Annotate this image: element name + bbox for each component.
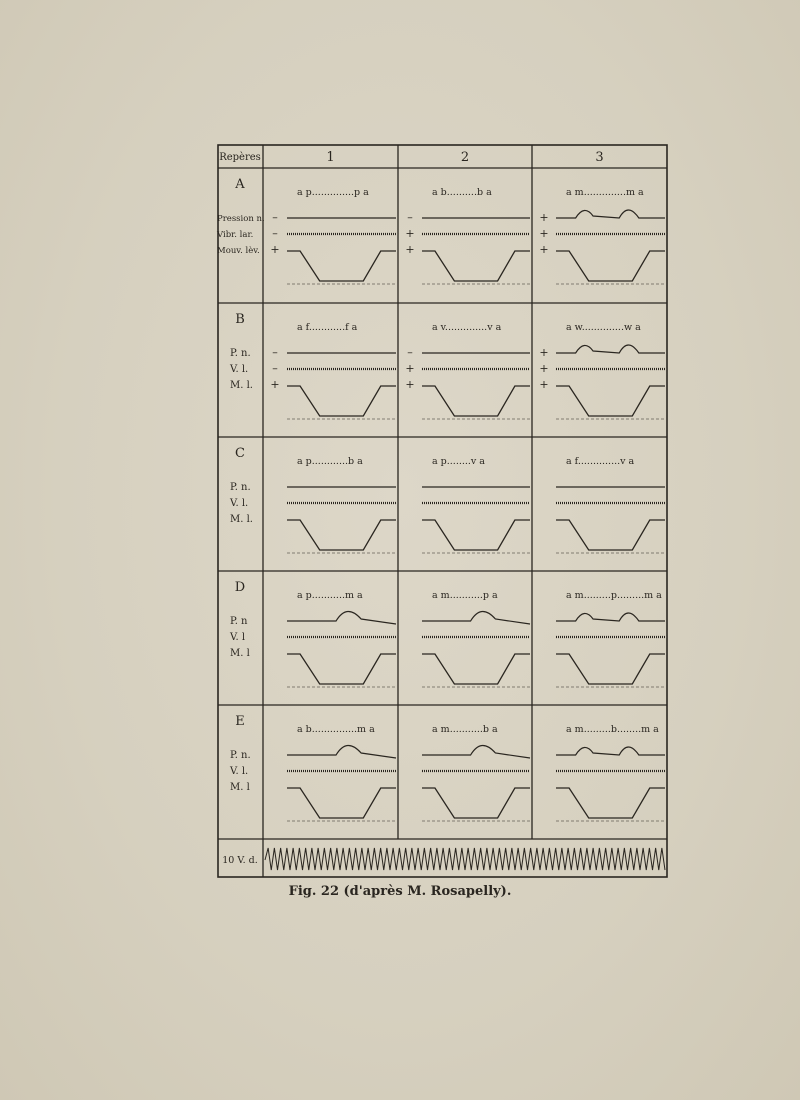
cell-caption: a p............b a <box>297 456 363 467</box>
column-header-1: 1 <box>326 150 335 165</box>
pressure-trace <box>556 210 665 218</box>
row-letter-C: C <box>235 446 245 461</box>
row-label: V. l. <box>230 364 249 375</box>
row-label: V. l. <box>230 498 249 509</box>
cell-caption: a p...........m a <box>297 590 363 601</box>
lip-movement-trace <box>556 251 665 281</box>
cell-caption: a m...........b a <box>432 724 498 735</box>
sign-mark: + <box>539 346 549 359</box>
row-letter-E: E <box>235 714 245 729</box>
sign-mark: – <box>272 362 278 375</box>
row-label: M. l <box>230 782 250 793</box>
sign-mark: + <box>405 243 415 256</box>
row-label: V. l <box>230 632 246 643</box>
sign-mark: + <box>405 378 415 391</box>
lip-movement-trace <box>556 386 665 416</box>
row-letter-B: B <box>235 312 245 327</box>
sign-mark: – <box>407 346 413 359</box>
lip-movement-trace <box>287 386 396 416</box>
sign-mark: – <box>407 211 413 224</box>
figure-caption: Fig. 22 (d'après M. Rosapelly). <box>288 884 512 899</box>
cell-caption: a m...........p a <box>432 590 498 601</box>
sign-mark: + <box>539 362 549 375</box>
cell-caption: a f............f a <box>297 322 358 333</box>
row-label: P. n <box>230 616 248 627</box>
row-label: P. n. <box>230 348 251 359</box>
pressure-trace <box>556 345 665 353</box>
table-border <box>218 145 667 877</box>
pressure-trace <box>556 747 665 755</box>
sign-mark: + <box>539 378 549 391</box>
cell-caption: a v..............v a <box>432 322 502 333</box>
sign-mark: – <box>272 211 278 224</box>
pressure-trace <box>556 613 665 621</box>
cell-caption: a b..........b a <box>432 187 492 198</box>
lip-movement-trace <box>556 520 665 550</box>
sign-mark: – <box>272 227 278 240</box>
row-label: M. l <box>230 648 250 659</box>
footer-label: 10 V. d. <box>222 855 258 866</box>
sign-mark: + <box>539 211 549 224</box>
sign-mark: – <box>272 346 278 359</box>
lip-movement-trace <box>556 654 665 684</box>
row-label: Pression n. <box>217 214 265 224</box>
cell-caption: a m..............m a <box>566 187 644 198</box>
cell-caption: a m.........b........m a <box>566 724 659 735</box>
column-header-3: 3 <box>595 150 604 165</box>
lip-movement-trace <box>556 788 665 818</box>
pressure-trace <box>287 745 396 758</box>
row-letter-A: A <box>235 177 245 192</box>
lip-movement-trace <box>287 251 396 281</box>
lip-movement-trace <box>287 788 396 818</box>
cell-caption: a w..............w a <box>566 322 641 333</box>
row-label: V. l. <box>230 766 249 777</box>
cell-caption: a f..............v a <box>566 456 635 467</box>
row-letter-D: D <box>234 580 246 595</box>
cell-caption: a m.........p.........m a <box>566 590 662 601</box>
pressure-trace <box>287 611 396 624</box>
cell-caption: a p..............p a <box>297 187 369 198</box>
header-reperes: Repères <box>219 152 261 163</box>
row-label: M. l. <box>230 514 253 525</box>
pressure-trace <box>422 611 530 624</box>
sign-mark: + <box>270 378 280 391</box>
column-header-2: 2 <box>460 150 470 165</box>
timing-wave <box>265 848 665 870</box>
sign-mark: + <box>539 227 549 240</box>
row-label: Mouv. lèv. <box>217 246 260 256</box>
sign-mark: + <box>270 243 280 256</box>
row-label: Vibr. lar. <box>217 230 254 240</box>
lip-movement-trace <box>422 654 530 684</box>
sign-mark: + <box>539 243 549 256</box>
cell-caption: a b...............m a <box>297 724 375 735</box>
row-label: P. n. <box>230 750 251 761</box>
lip-movement-trace <box>422 386 530 416</box>
lip-movement-trace <box>422 520 530 550</box>
cell-caption: a p........v a <box>432 456 485 467</box>
row-label: P. n. <box>230 482 251 493</box>
lip-movement-trace <box>287 520 396 550</box>
pressure-trace <box>422 745 530 758</box>
lip-movement-trace <box>422 788 530 818</box>
sign-mark: + <box>405 227 415 240</box>
row-label: M. l. <box>230 380 253 391</box>
lip-movement-trace <box>287 654 396 684</box>
lip-movement-trace <box>422 251 530 281</box>
sign-mark: + <box>405 362 415 375</box>
